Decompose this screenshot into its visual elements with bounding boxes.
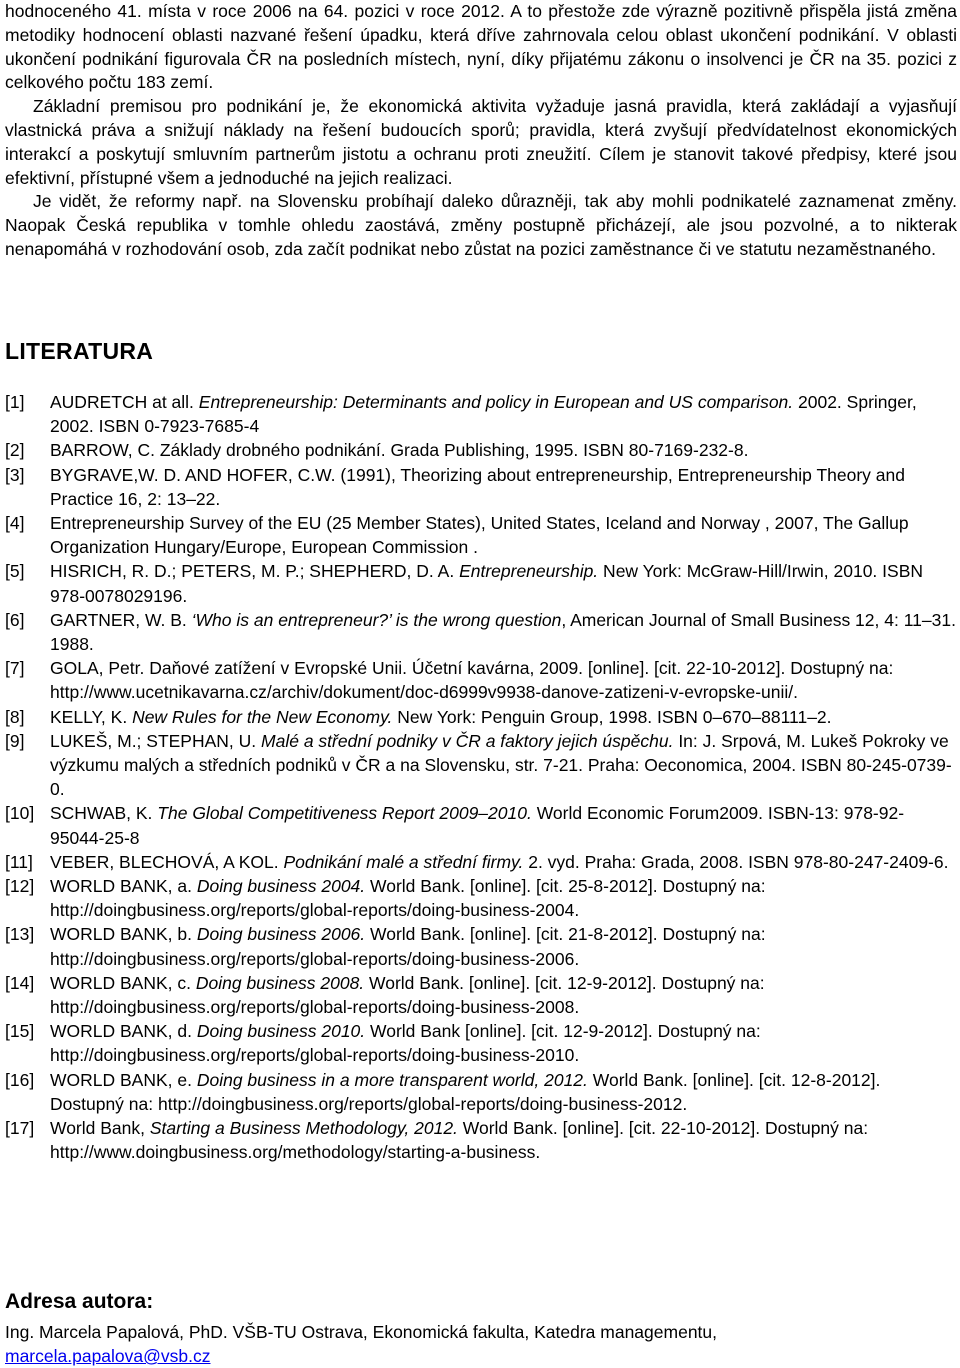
- reference-segment: World Bank. [online]. [cit. 22-10-2012]. Dostupný na: http://www.doingbusiness.org/methodology/starting-a-business.: [50, 1118, 869, 1163]
- reference-item: [5, 1116, 957, 1164]
- reference-number: [13]: [5, 924, 35, 945]
- reference-number: [5]: [5, 561, 25, 582]
- reference-title: Entrepreneurship: Determinants and policy in European and US comparison.: [198, 392, 794, 412]
- reference-title: Entrepreneurship.: [459, 561, 599, 582]
- reference-segment: New York: Penguin Group, 1998. ISBN 0–670–88111–2.: [392, 706, 832, 727]
- reference-text: [50, 1068, 957, 1116]
- reference-segment: World Bank. [online]. [cit. 12-9-2012]. Dostupný na: http://doingbusiness.org/reports/global-reports/doing-business-2008.: [50, 972, 765, 1018]
- reference-item: [5, 559, 957, 607]
- reference-number: [4]: [5, 513, 25, 534]
- reference-number: [7]: [5, 658, 25, 679]
- reference-text: [50, 390, 957, 438]
- reference-item: [5, 729, 957, 802]
- reference-segment: In: J. Srpová, M. Lukeš Pokroky ve výzkumu malých a středních podniků v ČR a na Slovensku, str. 7-21. Praha: Oeconomica, 2004. ISBN 80-245-0739-0.: [50, 730, 952, 800]
- reference-number: [2]: [5, 440, 25, 461]
- reference-segment: WORLD BANK, b.: [50, 924, 197, 945]
- reference-item: [5, 608, 957, 656]
- reference-title: Malé a střední podniky v ČR a faktory jejich úspěchu.: [261, 730, 674, 751]
- reference-item: [5, 705, 957, 729]
- reference-number: [8]: [5, 706, 25, 727]
- reference-item: [5, 1068, 957, 1116]
- literature-heading: LITERATURA: [5, 338, 154, 364]
- reference-segment: World Bank,: [50, 1118, 150, 1139]
- reference-segment: WORLD BANK, c.: [50, 972, 196, 993]
- reference-segment: New York: McGraw-Hill/Irwin, 2010. ISBN 978-0078029196.: [50, 561, 924, 606]
- reference-title: Starting a Business Methodology, 2012.: [149, 1118, 458, 1139]
- reference-item: [5, 801, 957, 849]
- reference-item: [5, 874, 957, 922]
- reference-segment: World Economic Forum2009. ISBN-13: 978-92-95044-25-8: [50, 803, 905, 848]
- reference-segment: KELLY, K.: [50, 706, 133, 727]
- reference-text: [50, 438, 957, 462]
- reference-number: [1]: [5, 392, 25, 412]
- page: [5, 0, 957, 1366]
- author-address-heading: Adresa autora:: [5, 1290, 154, 1313]
- reference-text: [50, 705, 957, 729]
- reference-segment: AUDRETCH at all.: [50, 392, 199, 412]
- reference-number: [12]: [5, 876, 35, 897]
- reference-item: [5, 1019, 957, 1067]
- reference-segment: 2. vyd. Praha: Grada, 2008. ISBN 978-80-247-2409-6.: [523, 851, 949, 872]
- reference-title: Doing business in a more transparent world, 2012.: [196, 1069, 588, 1090]
- body-paragraph-2: Základní premisou pro podnikání je, že ekonomická aktivita vyžaduje jasná pravidla, která zakládají a vyjasňují vlastnická práva a snižují náklady na řešení budoucích sporů; pravidla, která zvyšují předvídatelnost ekonomických interakcí a poskytují smluvním partnerům jistotu a ochranu proti zneužití. Cílem je stanovit takové předpisy, které jsou efektivní, přístupné všem a jednoduché na jejich realizaci.: [5, 96, 957, 188]
- author-block: [5, 1320, 717, 1368]
- reference-segment: GOLA, Petr. Daňové zatížení v Evropské Unii. Účetní kavárna, 2009. [online]. [cit. 22-10-2012]. Dostupný na: http://www.ucetnikavarna.cz/archiv/dokument/doc-d6999v9938-danove-zatizeni-v-evropske-unii/.: [50, 658, 894, 703]
- reference-item: [5, 463, 957, 511]
- reference-segment: BARROW, C. Základy drobného podnikání. Grada Publishing, 1995. ISBN 80-7169-232-8.: [50, 440, 749, 461]
- reference-segment: World Bank. [online]. [cit. 25-8-2012]. Dostupný na: http://doingbusiness.org/reports/global-reports/doing-business-2004.: [50, 876, 766, 921]
- reference-item: [5, 390, 957, 438]
- reference-title: Doing business 2004.: [196, 876, 366, 897]
- reference-text: [50, 874, 957, 922]
- reference-segment: VEBER, BLECHOVÁ, A KOL.: [50, 851, 284, 872]
- reference-number: [10]: [5, 803, 35, 824]
- reference-item: [5, 850, 957, 874]
- body-paragraph-1: hodnoceného 41. místa v roce 2006 na 64. pozici v roce 2012. A to přestože zde výrazně pozitivně přispěla jistá změna metodiky hodnocení oblasti nazvané řešení úpadku, která dříve zahrnovala celou oblast ukončení podnikání. V oblasti ukončení podnikání figurovala ČR na posledních místech, nyní, díky přijatému zákonu o insolvenci je ČR na 35. pozici z celkového počtu 183 zemí.: [5, 1, 957, 93]
- reference-number: [11]: [5, 851, 33, 872]
- reference-text: [50, 511, 957, 559]
- reference-item: [5, 511, 957, 559]
- reference-number: [17]: [5, 1118, 35, 1139]
- reference-text: [50, 801, 957, 849]
- reference-segment: GARTNER, W. B.: [50, 609, 192, 630]
- reference-segment: World Bank [online]. [cit. 12-9-2012]. Dostupný na: http://doingbusiness.org/reports/global-reports/doing-business-2010.: [50, 1021, 761, 1066]
- reference-segment: LUKEŠ, M.; STEPHAN, U.: [50, 730, 262, 751]
- reference-text: [50, 971, 957, 1019]
- reference-item: [5, 922, 957, 970]
- reference-segment: 2002. Springer, 2002. ISBN 0-7923-7685-4: [50, 392, 917, 437]
- reference-text: [50, 656, 957, 704]
- reference-number: [9]: [5, 730, 25, 751]
- author-email-link[interactable]: marcela.papalova@vsb.cz: [5, 1346, 211, 1366]
- reference-text: [50, 463, 957, 511]
- reference-number: [14]: [5, 972, 35, 993]
- reference-segment: WORLD BANK, a.: [50, 876, 197, 897]
- reference-number: [3]: [5, 464, 25, 485]
- author-affiliation: Ing. Marcela Papalová, PhD. VŠB-TU Ostrava, Ekonomická fakulta, Katedra managementu,: [5, 1322, 718, 1342]
- reference-segment: Entrepreneurship Survey of the EU (25 Member States), United States, Iceland and Norway , 2007, The Gallup Organization Hungary/Europe, European Commission .: [50, 513, 909, 558]
- reference-item: [5, 656, 957, 704]
- reference-text: [50, 850, 957, 874]
- reference-segment: HISRICH, R. D.; PETERS, M. P.; SHEPHERD, D. A.: [50, 561, 460, 582]
- reference-item: [5, 971, 957, 1019]
- reference-segment: SCHWAB, K.: [50, 803, 158, 824]
- reference-title: Doing business 2006.: [196, 924, 366, 945]
- reference-number: [15]: [5, 1021, 35, 1042]
- reference-segment: BYGRAVE,W. D. AND HOFER, C.W. (1991), Theorizing about entrepreneurship, Entrepreneurship Theory and Practice 16, 2: 13–22.: [50, 464, 905, 509]
- reference-number: [6]: [5, 609, 25, 630]
- reference-title: ‘Who is an entrepreneur?’ is the wrong question: [191, 609, 562, 630]
- reference-segment: World Bank. [online]. [cit. 21-8-2012]. Dostupný na: http://doingbusiness.org/reports/global-reports/doing-business-2006.: [50, 924, 766, 969]
- reference-item: [5, 438, 957, 462]
- reference-list: [5, 390, 957, 1165]
- reference-text: [50, 608, 957, 656]
- reference-title: Doing business 2008.: [195, 972, 365, 993]
- reference-text: [50, 729, 957, 802]
- reference-text: [50, 1019, 957, 1067]
- reference-segment: WORLD BANK, d.: [50, 1021, 197, 1042]
- reference-title: Doing business 2010.: [196, 1021, 366, 1042]
- reference-title: Podnikání malé a střední firmy.: [283, 851, 524, 872]
- reference-title: New Rules for the New Economy.: [132, 706, 393, 727]
- reference-text: [50, 922, 957, 970]
- reference-number: [16]: [5, 1069, 35, 1090]
- reference-segment: World Bank. [online]. [cit. 12-8-2012]. Dostupný na: http://doingbusiness.org/reports/global-reports/doing-business-2012.: [50, 1069, 881, 1114]
- reference-segment: , American Journal of Small Business 12, 4: 11–31. 1988.: [50, 609, 956, 655]
- reference-title: The Global Competitiveness Report 2009–2010.: [157, 803, 532, 824]
- reference-segment: WORLD BANK, e.: [50, 1069, 197, 1090]
- reference-text: [50, 1116, 957, 1164]
- body-paragraph-3: Je vidět, že reformy např. na Slovensku probíhají daleko důrazněji, tak aby mohli podnikatelé zaznamenat změny. Naopak Česká republika v tomhle ohledu zaostává, změny postupně přicházejí, ale jsou pozvolné, a to nikterak nenapomáhá v rozhodování osob, zda začít podnikat nebo zůstat na pozici zaměstnance či ve statutu nezaměstnaného.: [5, 191, 957, 259]
- reference-text: [50, 559, 957, 607]
